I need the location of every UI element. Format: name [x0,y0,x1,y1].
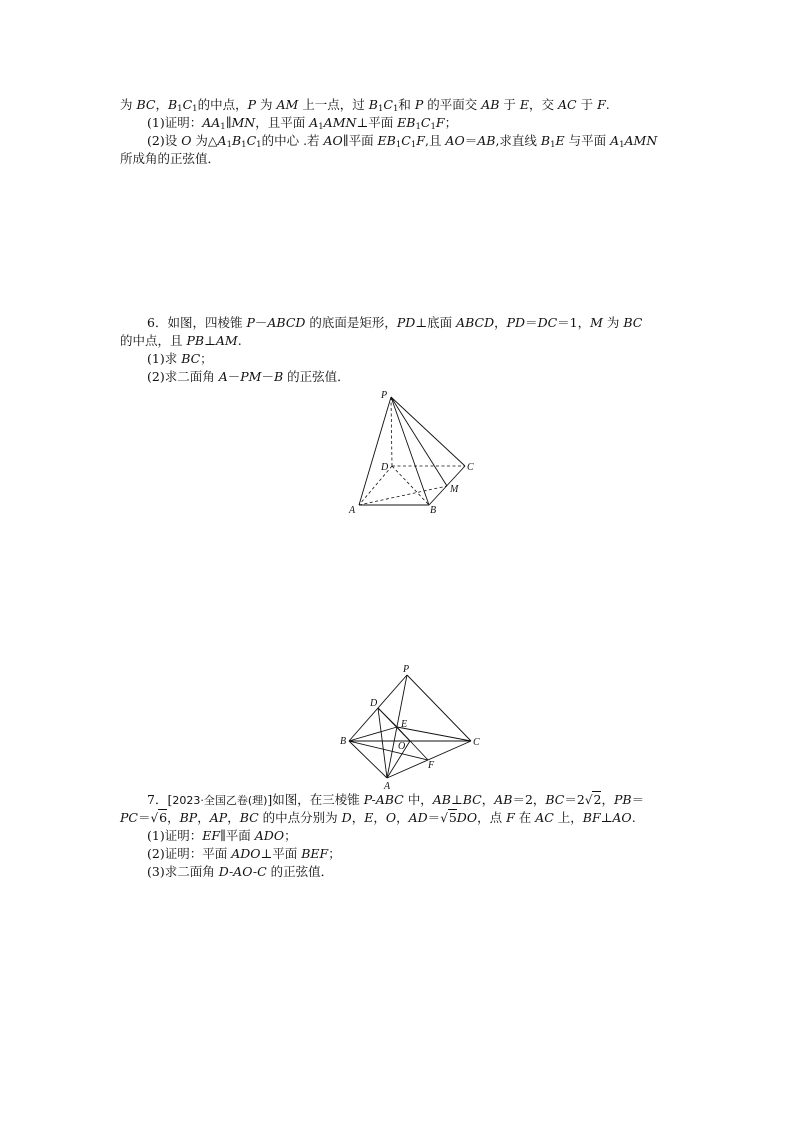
math-var: MN [231,115,256,130]
label-P: P [381,390,388,401]
text: 在 [514,810,536,825]
math-var: AB [477,133,496,148]
text: ＝ [137,810,151,825]
q7-text-line [147,792,644,809]
math-var: BC [239,810,259,825]
subscript: 1 [192,104,198,114]
text: 7．[ [147,792,173,807]
math-var: PB [613,792,632,807]
label-F: F [428,760,435,771]
text: ，点 [477,810,507,825]
text: ＝1， [557,315,591,330]
label-B: B [430,505,437,516]
math-var: F [435,115,445,130]
text: ， [227,810,240,825]
math-var: P-ABC [363,792,404,807]
text: 为 [120,97,137,112]
label-A: A [349,505,356,516]
text: ＝ [631,792,645,807]
text: . [631,810,636,825]
math-var: F [506,810,515,825]
math-var: BC [545,792,565,807]
text: . [605,97,610,112]
math-var: AD [408,810,428,825]
label-A: A [384,781,391,792]
text: (1)证明： [147,115,203,130]
math-var: B [273,369,284,384]
text: ； [200,351,213,366]
segment-BE [349,727,397,741]
text: ，且平面 [255,115,310,130]
text: 为△ [191,133,218,148]
q7-part-2 [147,846,341,862]
math-var: BC [623,315,643,330]
text: (2)证明：平面 [147,846,232,861]
subscript: 1 [318,122,324,132]
text: ⊥底面 [415,315,457,330]
math-var: AB [432,792,451,807]
math-var: EF [202,828,221,843]
subscript: 1 [430,122,436,132]
math-var: AP [209,810,228,825]
math-var: PB [186,333,205,348]
math-var: E [519,97,530,112]
subscript: 1 [619,140,625,150]
math-var: PD [396,315,416,330]
sqrt-radicand: 6 [159,810,168,825]
math-var: PM [240,369,262,384]
text: 上一点，过 [298,97,369,112]
text: ⊥ [450,792,463,807]
label-M: M [450,484,459,495]
text: ＝ [525,315,538,330]
math-var: PD [506,315,526,330]
subscript: 1 [415,122,421,132]
math-var: F [416,133,425,148]
subscript: 1 [177,104,183,114]
subscript: 1 [256,140,262,150]
label-C: C [467,462,474,473]
math-var: ABCD [456,315,495,330]
text: ， [396,810,409,825]
text: 和 [398,97,415,112]
text: 的中心 .若 [261,133,324,148]
math-var: C [246,133,257,148]
math-var: DC [537,315,558,330]
text: 所成角的正弦值． [120,151,221,166]
text: 的正弦值． [266,864,334,879]
math-var: P [246,315,255,330]
math-var: AM [215,333,238,348]
text: ＝ [464,133,478,148]
q7-part-1 [147,828,297,844]
math-var: D-AO-C [218,864,267,879]
text: ； [444,115,458,130]
subscript: 1 [392,104,399,114]
text: ∥平面 [342,133,378,148]
label-B: B [340,736,347,747]
text: ⊥平面 [260,846,302,861]
subscript: 1 [377,104,384,114]
math-var: AMN [323,115,357,130]
text: (3)求二面角 [147,864,219,879]
text: ＝2， [512,792,546,807]
math-var: B [368,97,378,112]
math-var: AO [323,133,343,148]
math-var: E [364,810,374,825]
text: ， [373,810,386,825]
math-var: BF [582,810,601,825]
sqrt-radicand: 5 [448,810,457,825]
text: － [261,369,274,384]
subscript: 1 [220,122,226,132]
text: 的中点，且 [120,333,187,348]
text: ⊥ [204,333,216,348]
text: 上， [553,810,583,825]
text: ， [351,810,365,825]
text: ， [167,810,180,825]
math-var: AC [558,97,577,112]
math-var: C [420,115,431,130]
label-E: E [401,719,408,730]
math-var: AC [535,810,554,825]
math-var: B [540,133,551,148]
math-var: EB [397,115,416,130]
label-O: O [398,741,406,752]
text: － [227,369,241,384]
label-P: P [403,664,410,675]
math-var: C [401,133,411,148]
text: (2)求二面角 [147,369,219,384]
math-var: P [247,97,257,112]
math-var: C [182,97,193,112]
math-var: BC [136,97,156,112]
math-var: DO [456,810,478,825]
sqrt-radicand: 2 [593,792,602,807]
math-var: B [167,97,178,112]
text: ， [481,792,495,807]
math-var: P [414,97,424,112]
text: (1)证明： [147,828,203,843]
math-var: AMN [624,133,658,148]
text: 的底面是矩形， [305,315,397,330]
math-var: A [610,133,620,148]
text: ＝2 [564,792,585,807]
math-var: A [217,133,227,148]
text: 于 [576,97,598,112]
math-var: F [597,97,606,112]
math-var: C [383,97,393,112]
math-var: M [590,315,603,330]
subscript: 1 [410,140,417,150]
text: － [254,315,268,330]
edge-BA [349,741,387,778]
text: ∥平面 [220,828,255,843]
subscript: 1 [226,140,232,150]
text: ， [494,315,507,330]
source-tag: 2023·全国乙卷(理) [172,794,268,807]
math-var: O [181,133,192,148]
text: 的平面交 [423,97,482,112]
math-var: BP [179,810,198,825]
text: 的中点， [197,97,248,112]
math-var: BEF [301,846,329,861]
text: ； [328,846,341,861]
math-var: ABCD [267,315,306,330]
text: (2)设 [147,133,182,148]
math-var: BC [462,792,482,807]
math-var: AB [481,97,500,112]
math-var: AO [612,810,632,825]
text: ∥ [225,115,232,130]
q7-part-3 [147,864,333,880]
text: 中， [403,792,433,807]
segment-DA [378,708,387,778]
text: 的中点分别为 [258,810,342,825]
text: ； [284,828,297,843]
math-var: AM [276,97,299,112]
math-var: AA [202,115,221,130]
text: ，交 [529,97,559,112]
math-var: D [341,810,352,825]
text: ]如图，在三棱锥 [267,792,364,807]
text: ⊥平面 [356,115,398,130]
math-var: BC [181,351,201,366]
text: ， [155,97,168,112]
subscript: 1 [550,140,556,150]
text: ⊥ [600,810,613,825]
math-var: PC [120,810,138,825]
label-D: D [381,462,389,473]
text: (1)求 [147,351,182,366]
q7-text-line [120,810,636,826]
math-var: EB [377,133,396,148]
text: 于 [499,97,520,112]
sqrt-sign: √ [584,793,593,807]
text: ＝ [427,810,441,825]
text: ， [197,810,210,825]
subscript: 1 [395,140,402,150]
math-var: B [231,133,242,148]
text: . [237,333,242,348]
text: 为 [602,315,624,330]
text: 6．如图，四棱锥 [147,315,247,330]
sqrt-sign: √ [440,811,448,825]
text: 的正弦值． [283,369,350,384]
math-var: AO [445,133,465,148]
math-var: AB [494,792,513,807]
math-var: E [555,133,565,148]
subscript: 1 [241,140,247,150]
math-var: ADO [231,846,261,861]
label-C: C [473,737,480,748]
text: ,求直线 [495,133,541,148]
text: 为 [256,97,277,112]
text: ,且 [424,133,446,148]
text: ， [601,792,614,807]
label-D: D [370,698,378,709]
math-var: A [309,115,319,130]
math-var: ADO [254,828,285,843]
segment-BF [349,741,428,760]
math-var: O [385,810,397,825]
text: 与平面 [564,133,611,148]
sqrt-sign: √ [150,811,159,825]
math-var: A [218,369,228,384]
